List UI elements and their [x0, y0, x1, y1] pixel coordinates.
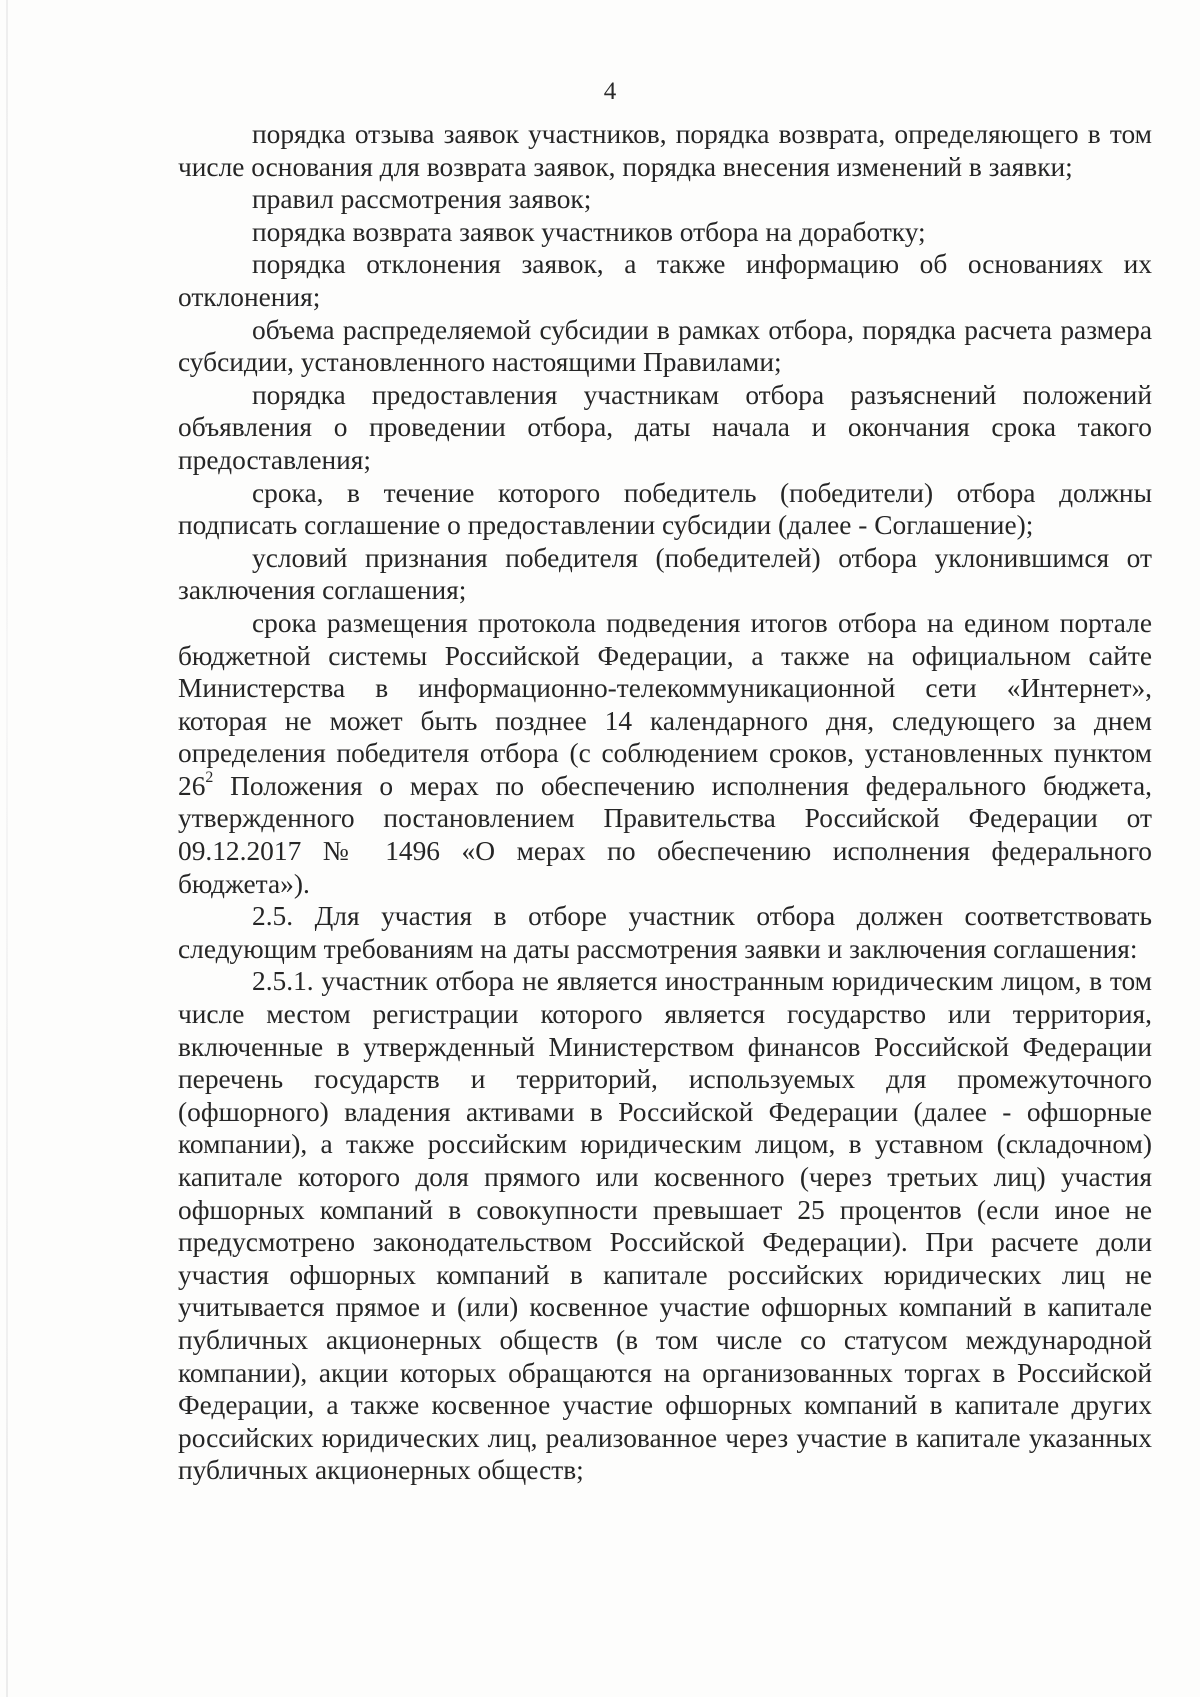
- paragraph-evasion-conditions: условий признания победителя (победителей) отбора уклонившимся от заключения соглашения;: [178, 542, 1152, 606]
- page-number: 4: [603, 78, 617, 105]
- document-body: [178, 118, 1152, 1487]
- paragraph-withdrawal-order: порядка отзыва заявок участников, порядка возврата, определяющего в том числе основания для возврата заявок, порядка внесения изменений в заявки;: [178, 119, 1152, 182]
- scan-edge-shadow: [6, 0, 8, 1697]
- paragraph-review-rules: правил рассмотрения заявок;: [252, 184, 592, 215]
- paragraph-subsidy-volume: объема распределяемой субсидии в рамках отбора, порядка расчета размера субсидии, установленного настоящими Правилами;: [178, 314, 1152, 378]
- paragraph-section-2-5-1: 2.5.1. участник отбора не является иностранным юридическим лицом, в том числе местом регистрации которого является государство или территория, включенные в утвержденный Министерством финансов Российской Федерации перечень государств и территорий, используемых для промежуточного (офшорного) владения активами в Российской Федерации (далее - офшорные компании), а также российским юридическим лицом, в уставном (складочном) капитале которого доля прямого или косвенного (через третьих лиц) участия офшорных компаний в совокупности превышает 25 процентов (если иное не предусмотрено законодательством Российской Федерации). При расчете доли участия офшорных компаний в капитале российских юридических лиц не учитывается прямое и (или) косвенное участие офшорных компаний в капитале публичных акционерных обществ (в том числе со статусом международной компании), акции которых обращаются на организованных торгах в Российской Федерации, а также косвенное участие офшорных компаний в капитале других российских юридических лиц, реализованное через участие в капитале указанных публичных акционерных обществ;: [178, 966, 1152, 1486]
- footnote-superscript: 2: [205, 769, 214, 787]
- paragraph-return-order: порядка возврата заявок участников отбора на доработку;: [252, 216, 926, 247]
- paragraph-rejection-order: порядка отклонения заявок, а также информацию об основаниях их отклонения;: [178, 249, 1152, 312]
- paragraph-signing-deadline: срока, в течение которого победитель (победители) отбора должны подписать соглашение о предоставлении субсидии (далее - Соглашение);: [178, 477, 1152, 541]
- paragraph-section-2-5: 2.5. Для участия в отборе участник отбора должен соответствовать следующим требованиям на даты рассмотрения заявки и заключения соглашения:: [178, 901, 1152, 964]
- protocol-text-part1: срока размещения протокола подведения итогов отбора на едином портале бюджетной системы Российской Федерации, а также на официальном сайте Министерства в информационно-телекоммуникационной сети «Интернет», которая не может быть позднее 14 календарного дня, следующего за днем определения победителя отбора (с соблюдением сроков, установленных пунктом 26: [178, 607, 1152, 801]
- paragraph-clarifications: порядка предоставления участникам отбора разъяснений положений объявления о проведении отбора, даты начала и окончания срока такого предоставления;: [178, 379, 1152, 475]
- paragraph-protocol-publication: [178, 607, 1152, 900]
- protocol-text-part2: Положения о мерах по обеспечению исполнения федерального бюджета, утвержденного постановлением Правительства Российской Федерации от 09.12.2017 № 1496 «О мерах по обеспечению исполнения федерального бюджета»).: [178, 770, 1152, 899]
